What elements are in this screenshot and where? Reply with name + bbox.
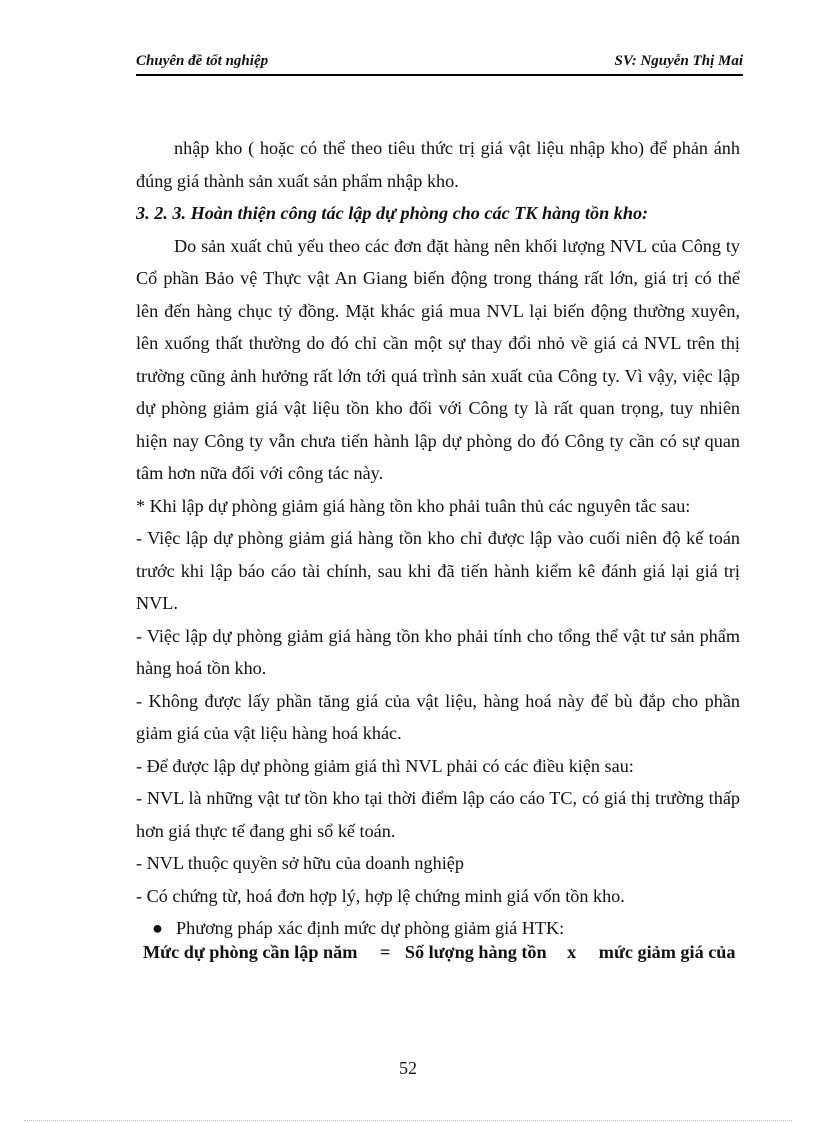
condition-item: - Có chứng từ, hoá đơn hợp lý, hợp lệ chứng minh giá vốn tồn kho. — [136, 885, 625, 906]
formula-left-term: Mức dự phòng cần lập năm — [143, 942, 358, 962]
page-header — [136, 52, 743, 76]
principle-item: - Việc lập dự phòng giảm giá hàng tồn kho chỉ được lập vào cuối niên độ kế toán trước khi lập báo cáo tài chính, sau khi đã tiến hành kiểm kê đánh giá lại giá trị NVL. — [136, 528, 740, 613]
conditions-intro: - Để được lập dự phòng giảm giá thì NVL phải có các điều kiện sau: — [136, 755, 634, 776]
section-heading: 3. 2. 3. Hoàn thiện công tác lập dự phòng cho các TK hàng tồn kho: — [136, 203, 649, 223]
page-number: 52 — [399, 1058, 417, 1078]
principle-item: - Việc lập dự phòng giảm giá hàng tồn kho phải tính cho tổng thể vật tư sản phẩm hàng hoá tồn kho. — [136, 625, 740, 678]
paragraph-overview: Do sản xuất chủ yếu theo các đơn đặt hàng nên khối lượng NVL của Công ty Cổ phần Bảo vệ Thực vật An Giang biến động trong tháng rất lớn, giá trị có thể lên đến hàng chục tỷ đồng. Mặt khác giá mua NVL lại biến động thường xuyên, lên xuống thất thường do đó chỉ cần một sự thay đổi nhỏ về giá cả NVL trên thị trường cũng ảnh hưởng rất lớn tới quá trình sản xuất của Công ty. Vì vậy, việc lập dự phòng giảm giá vật liệu tồn kho đối với Công ty là rất quan trọng, tuy nhiên hiện nay Công ty vẫn chưa tiến hành lập dự phòng do đó Công ty cần có sự quan tâm hơn nữa đối với công tác này. — [136, 235, 740, 483]
formula-times-sign: x — [567, 942, 577, 962]
header-document-title: Chuyên đề tốt nghiệp — [136, 53, 269, 69]
method-bullet-text: Phương pháp xác định mức dự phòng giảm giá HTK: — [176, 918, 565, 938]
header-student-name: SV: Nguyễn Thị Mai — [614, 53, 743, 69]
principle-item: - Không được lấy phần tăng giá của vật liệu, hàng hoá này để bù đắp cho phần giảm giá của vật liệu hàng hoá khác. — [136, 690, 740, 743]
formula-middle-term: Số lượng hàng tồn — [404, 942, 547, 962]
bullet-icon: ● — [152, 918, 163, 938]
principles-intro: * Khi lập dự phòng giảm giá hàng tồn kho phải tuân thủ các nguyên tắc sau: — [136, 495, 691, 516]
paragraph-continuation: nhập kho ( hoặc có thể theo tiêu thức trị giá vật liệu nhập kho) để phản ánh đúng giá thành sản xuất sản phẩm nhập kho. — [136, 138, 740, 191]
body-text — [136, 132, 740, 945]
method-bullet — [136, 912, 740, 945]
provision-formula — [143, 942, 745, 963]
formula-equals-sign: = — [379, 942, 391, 962]
condition-item: - NVL là những vật tư tồn kho tại thời điểm lập cáo cáo TC, có giá thị trường thấp hơn giá thực tế đang ghi sổ kế toán. — [136, 788, 740, 841]
formula-right-term: mức giảm giá của — [598, 942, 736, 962]
condition-item: - NVL thuộc quyền sở hữu của doanh nghiệp — [136, 853, 464, 873]
page-bottom-divider — [24, 1120, 792, 1121]
